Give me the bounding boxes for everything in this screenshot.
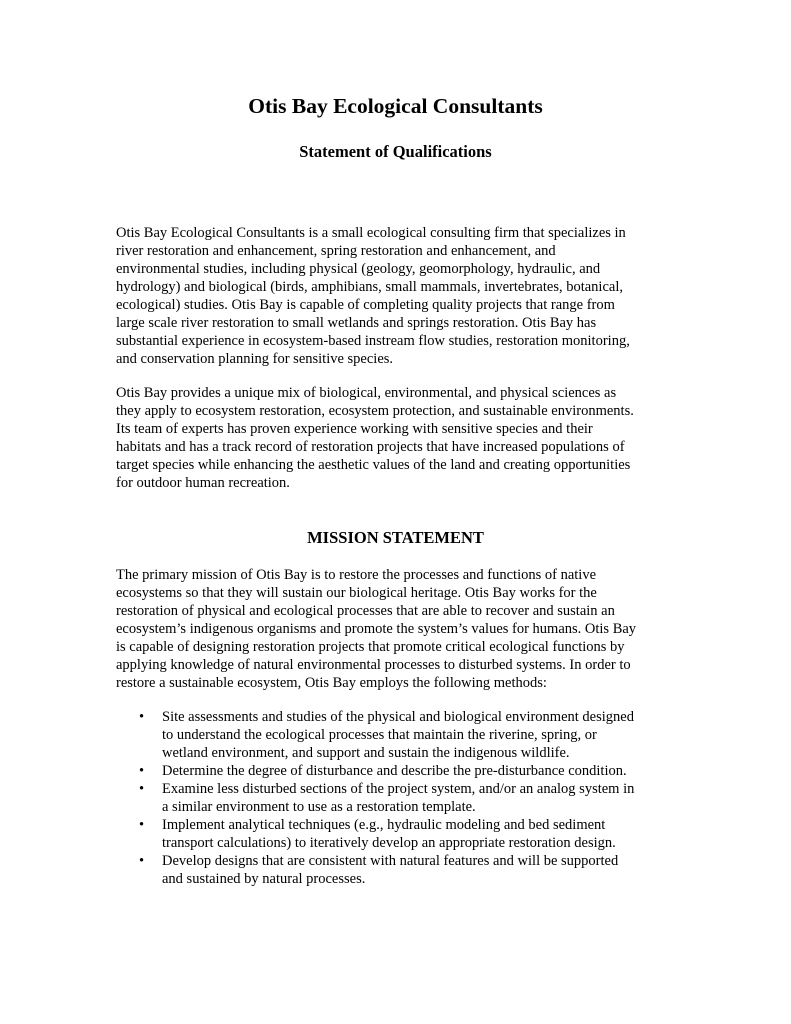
paragraph-line: Otis Bay provides a unique mix of biological, environmental, and physical sciences as xyxy=(116,385,617,401)
paragraph-line: for outdoor human recreation. xyxy=(116,475,290,491)
paragraph-line: restoration of physical and ecological processes that are able to recover and sustain an xyxy=(116,603,615,619)
list-item-line: Develop designs that are consistent with natural features and will be supported xyxy=(162,853,619,869)
mission-paragraph xyxy=(116,566,676,692)
list-item-line: Examine less disturbed sections of the project system, and/or an analog system in xyxy=(162,781,635,797)
paragraph-line: substantial experience in ecosystem-based instream flow studies, restoration monitoring, xyxy=(116,333,630,349)
list-item xyxy=(116,852,676,888)
bullet-icon: • xyxy=(139,853,145,869)
list-item xyxy=(116,762,676,780)
list-item-line: and sustained by natural processes. xyxy=(162,871,366,887)
paragraph-line: ecosystem’s indigenous organisms and promote the system’s values for humans. Otis Bay xyxy=(116,621,637,637)
paragraph-line: ecosystems so that they will sustain our biological heritage. Otis Bay works for the xyxy=(116,585,597,601)
list-item-line: a similar environment to use as a restoration template. xyxy=(162,799,476,815)
paragraph-line: target species while enhancing the aesthetic values of the land and creating opportunities xyxy=(116,457,631,473)
paragraph-line: restore a sustainable ecosystem, Otis Bay employs the following methods: xyxy=(116,675,547,691)
paragraph-line: river restoration and enhancement, spring restoration and enhancement, and xyxy=(116,243,556,259)
paragraph-line: they apply to ecosystem restoration, ecosystem protection, and sustainable environments. xyxy=(116,403,634,419)
document-subtitle: Statement of Qualifications xyxy=(299,142,492,161)
list-item-line: wetland environment, and support and sustain the indigenous wildlife. xyxy=(162,745,570,761)
list-item-line: Site assessments and studies of the physical and biological environment designed xyxy=(162,709,634,725)
list-item xyxy=(116,780,676,816)
paragraph-line: is capable of designing restoration projects that promote critical ecological functions by xyxy=(116,639,625,655)
methods-list xyxy=(116,708,676,888)
paragraph-line: The primary mission of Otis Bay is to restore the processes and functions of native xyxy=(116,567,597,583)
paragraph-line: applying knowledge of natural environmental processes to disturbed systems. In order to xyxy=(116,657,631,673)
mission-heading: MISSION STATEMENT xyxy=(307,528,484,547)
paragraph-line: and conservation planning for sensitive species. xyxy=(116,351,394,367)
paragraph-line: large scale river restoration to small wetlands and springs restoration. Otis Bay has xyxy=(116,315,597,331)
paragraph-line: environmental studies, including physical (geology, geomorphology, hydraulic, and xyxy=(116,261,601,277)
intro-paragraph-2 xyxy=(116,384,676,492)
bullet-icon: • xyxy=(139,817,145,833)
intro-paragraph-1 xyxy=(116,224,676,368)
bullet-icon: • xyxy=(139,763,145,779)
bullet-icon: • xyxy=(139,709,145,725)
list-item-line: Implement analytical techniques (e.g., hydraulic modeling and bed sediment xyxy=(162,817,606,833)
paragraph-line: Otis Bay Ecological Consultants is a small ecological consulting firm that specializes in xyxy=(116,225,626,241)
list-item-line: to understand the ecological processes that maintain the riverine, spring, or xyxy=(162,727,597,743)
paragraph-line: habitats and has a track record of restoration projects that have increased populations of xyxy=(116,439,625,455)
list-item xyxy=(116,708,676,762)
list-item xyxy=(116,816,676,852)
document-title: Otis Bay Ecological Consultants xyxy=(248,94,543,118)
list-item-line: transport calculations) to iteratively develop an appropriate restoration design. xyxy=(162,835,616,851)
paragraph-line: ecological) studies. Otis Bay is capable of completing quality projects that range from xyxy=(116,297,615,313)
list-item-line: Determine the degree of disturbance and describe the pre-disturbance condition. xyxy=(162,763,627,779)
paragraph-line: Its team of experts has proven experience working with sensitive species and their xyxy=(116,421,593,437)
paragraph-line: hydrology) and biological (birds, amphibians, small mammals, invertebrates, botanical, xyxy=(116,279,623,295)
bullet-icon: • xyxy=(139,781,145,797)
